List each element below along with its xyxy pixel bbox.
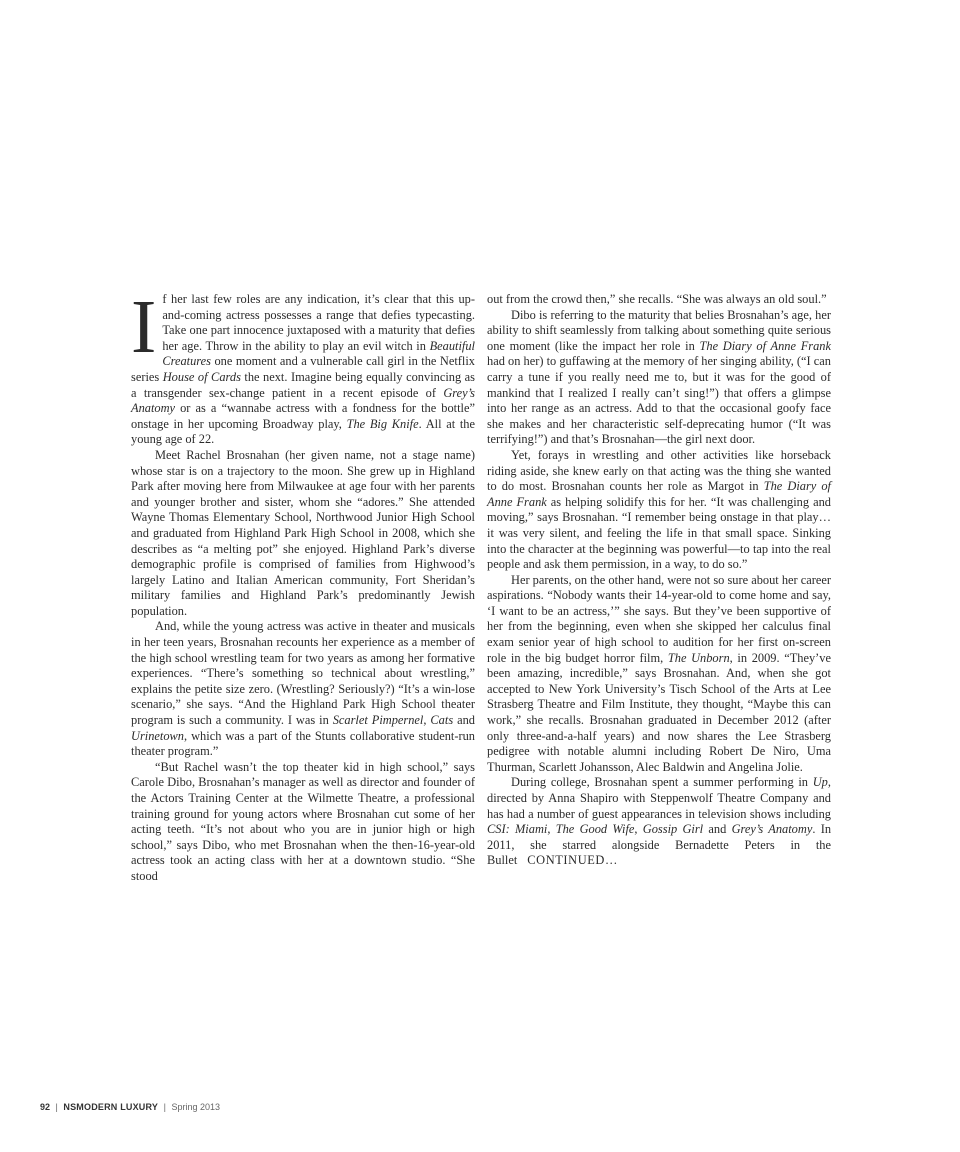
text-run: as helping solidify this for her. “It was challenging and moving,” says Brosnahan. “I remember being onstage in that play… it was very silent, and feeling the life in that small space. Sinking into the character at the beginning was powerful—to tap into the real people and ask them permission, in a way, to do so.” bbox=[487, 494, 831, 572]
paragraph bbox=[131, 760, 475, 885]
text-run: Dibo is referring to the maturity that belies Brosnahan’s age, her ability to shift seamlessly from talking about something quite serious one moment (like the impact her role in bbox=[487, 307, 831, 353]
text-run: . All at the young age of 22. bbox=[131, 416, 475, 447]
text-run: “But Rachel wasn’t the top theater kid in high school,” says Carole Dibo, Brosnahan’s manager as well as director and founder of the Actors Training Center at the Wilmette Theatre, a professional training ground for young actors where Brosnahan cut some of her acting teeth. “It’s not about who you are in junior high or high school,” says Dibo, who met Brosnahan when the then-16-year-old actress took an acting class with her at a downtown studio. “She stood bbox=[131, 759, 475, 883]
page-footer bbox=[40, 1102, 220, 1112]
title-reference: Up bbox=[812, 775, 828, 790]
paragraph bbox=[487, 308, 831, 448]
text-run: , bbox=[423, 713, 431, 728]
title-reference: The Diary of Anne Frank bbox=[699, 338, 831, 353]
text-run: , which was a part of the Stunts collaborative student-run theater program.” bbox=[131, 728, 475, 759]
title-reference: Urinetown bbox=[131, 728, 185, 743]
title-reference: The Diary of Anne Frank bbox=[487, 479, 832, 509]
title-reference: CSI: Miami bbox=[487, 822, 548, 837]
text-run: f her last few roles are any indication, it’s clear that this up-and-coming actress possesses a range that defies typecasting. Take one part innocence juxtaposed with a maturity that defies her age. Throw in the ability to play an evil witch in bbox=[162, 292, 475, 353]
drop-cap: I bbox=[131, 285, 157, 369]
article-column-right bbox=[487, 292, 831, 869]
issue-date: Spring 2013 bbox=[171, 1102, 220, 1112]
footer-separator: | bbox=[55, 1102, 58, 1112]
text-run: , bbox=[634, 822, 643, 837]
text-run: , in 2009. “They’ve been amazing, incredible,” says Brosnahan. And, when she got accepted to New York University’s Tisch School of the Arts at Lee Strasberg Theatre and Film Institute, they thought, “Maybe this can work,” she recalls. Brosnahan graduated in December 2012 (after only three-and-a-half years) and now shares the Lee Strasberg pedigree with notable alumni including Robert De Niro, Uma Thurman, Scarlett Johansson, Alec Baldwin and Angelina Jolie. bbox=[487, 650, 831, 774]
paragraph bbox=[131, 619, 475, 759]
text-run: , bbox=[547, 822, 556, 837]
paragraph bbox=[487, 775, 831, 869]
title-reference: Grey’s Anatomy bbox=[731, 822, 813, 837]
title-reference: House of Cards bbox=[162, 369, 241, 384]
text-run: and bbox=[453, 713, 475, 728]
publication-name: NSMODERN LUXURY bbox=[63, 1102, 159, 1112]
title-reference: Cats bbox=[430, 713, 454, 728]
paragraph bbox=[487, 292, 831, 308]
paragraph bbox=[487, 448, 831, 573]
text-run: , directed by Anna Shapiro with Steppenwolf Theatre Company and has had a number of guest appearances in television shows including bbox=[487, 775, 831, 821]
text-run: During college, Brosnahan spent a summer performing in bbox=[511, 775, 813, 790]
text-run: Her parents, on the other hand, were not so sure about her career aspirations. “Nobody wants their 14-year-old to come home and say, ‘I want to be an actress,’” she says. But they’ve been supportive of her from the beginning, even when she skipped her calculus final exam senior year of high school to audition for her first on-screen role in the big budget horror film, bbox=[487, 572, 831, 665]
text-run: had on her) to guffawing at the memory of her singing ability, (“I can carry a tune if you really need me to, but it was for the good of mankind that I realized I really can’t sing!”) that offers a glimpse into her range as an actress. Add to that the occasional goofy face she makes and her characteristic self-deprecating humor (“It was terrifying!”) and that’s Brosnahan—the girl next door. bbox=[487, 354, 831, 447]
title-reference: The Good Wife bbox=[555, 822, 635, 837]
page-number: 92 bbox=[40, 1102, 51, 1112]
paragraph bbox=[131, 285, 475, 448]
text-run: Meet Rachel Brosnahan (her given name, not a stage name) whose star is on a trajectory to the moon. She grew up in Highland Park after moving here from Milwaukee at age four with her parents and younger brother and sister, whom she “adores.” She attended Wayne Thomas Elementary School, Northwood Junior High School and graduated from Highland Park High School in 2008, which she describes as “a melting pot” she enjoyed. Highland Park’s diverse demographic profile is comprised of families from Highwood’s largely Latino and Italian American community, Fort Sheridan’s military families and Highland Park’s predominantly Jewish population. bbox=[131, 447, 475, 618]
title-reference: Grey’s Anatomy bbox=[131, 385, 475, 416]
paragraph bbox=[131, 448, 475, 620]
text-run: And, while the young actress was active in theater and musicals in her teen years, Brosnahan recounts her experience as a member of the high school wrestling team for two years as among her formative experiences. “There’s something so technical about wrestling,” explains the petite size zero. (Wrestling? Seriously?) “It’s a win-lose scenario,” she says. “And the Highland Park High School theater program is such a community. I was in bbox=[131, 619, 475, 728]
paragraph bbox=[487, 573, 831, 776]
text-run: out from the crowd then,” she recalls. “She was always an old soul.” bbox=[487, 292, 827, 306]
text-run: the next. Imagine being equally convincing as a transgender sex-change patient in a recent episode of bbox=[131, 369, 475, 400]
continued-marker: CONTINUED… bbox=[527, 853, 618, 868]
text-run: or as a “wannabe actress with a fondness for the bottle” onstage in her upcoming Broadway play, bbox=[131, 401, 475, 431]
title-reference: Gossip Girl bbox=[642, 822, 704, 837]
footer-separator: | bbox=[163, 1102, 166, 1112]
text-run: Yet, forays in wrestling and other activities like horseback riding aside, she knew early on that acting was the thing she wanted to do most. Brosnahan counts her role as Margot in bbox=[487, 447, 831, 494]
article-column-left bbox=[131, 285, 475, 885]
text-run: . In 2011, she starred alongside Bernadette Peters in the Bullet bbox=[487, 822, 832, 868]
title-reference: Scarlet Pimpernel bbox=[332, 713, 424, 728]
text-run: one moment and a vulnerable call girl in the Netflix series bbox=[131, 354, 475, 384]
text-run: and bbox=[703, 822, 732, 837]
title-reference: The Big Knife bbox=[346, 416, 419, 431]
title-reference: Beautiful Creatures bbox=[162, 338, 475, 369]
title-reference: The Unborn bbox=[667, 650, 730, 665]
